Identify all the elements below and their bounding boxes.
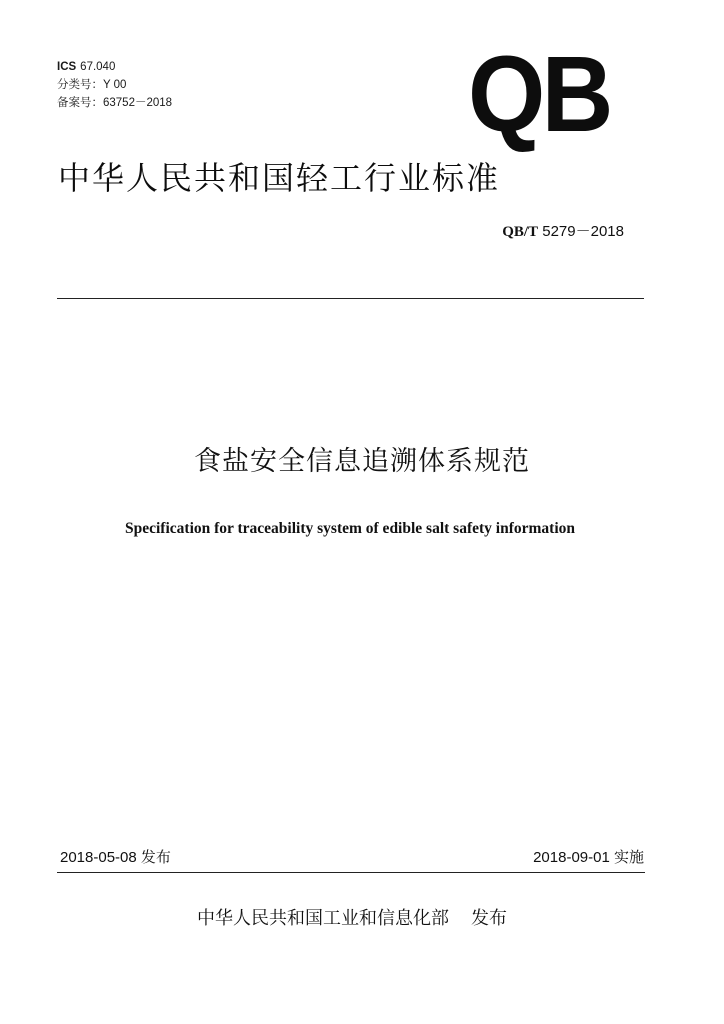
- qb-logo: QB: [468, 33, 610, 154]
- issuer-line: [0, 906, 704, 932]
- implementation-date: 2018-09-01 实施: [533, 849, 644, 866]
- ics-label: ICS: [57, 61, 77, 73]
- record-row: [57, 94, 172, 112]
- document-title-chinese: 食盐安全信息追溯体系规范: [194, 446, 530, 477]
- category-row: [57, 76, 172, 94]
- standard-code: [502, 223, 624, 241]
- standard-code-number: 5279－2018: [542, 223, 624, 240]
- category-value: Y 00: [103, 79, 127, 91]
- document-title-english: Specification for traceability system of edible salt safety information: [125, 520, 575, 537]
- category-label: 分类号：: [57, 79, 103, 91]
- classification-block: [57, 58, 172, 112]
- bottom-divider: [57, 872, 645, 873]
- top-divider: [57, 298, 644, 299]
- record-value: 63752－2018: [103, 97, 173, 109]
- issuer-name: 中华人民共和国工业和信息化部: [197, 908, 449, 929]
- ics-value: 67.040: [80, 61, 116, 73]
- publish-label: 发布: [471, 908, 507, 929]
- record-label: 备案号：: [57, 97, 103, 109]
- standard-title: 中华人民共和国轻工行业标准: [58, 159, 501, 197]
- ics-row: [57, 58, 172, 76]
- standard-code-prefix: QB/T: [502, 224, 539, 240]
- issue-date: 2018-05-08 发布: [60, 849, 171, 866]
